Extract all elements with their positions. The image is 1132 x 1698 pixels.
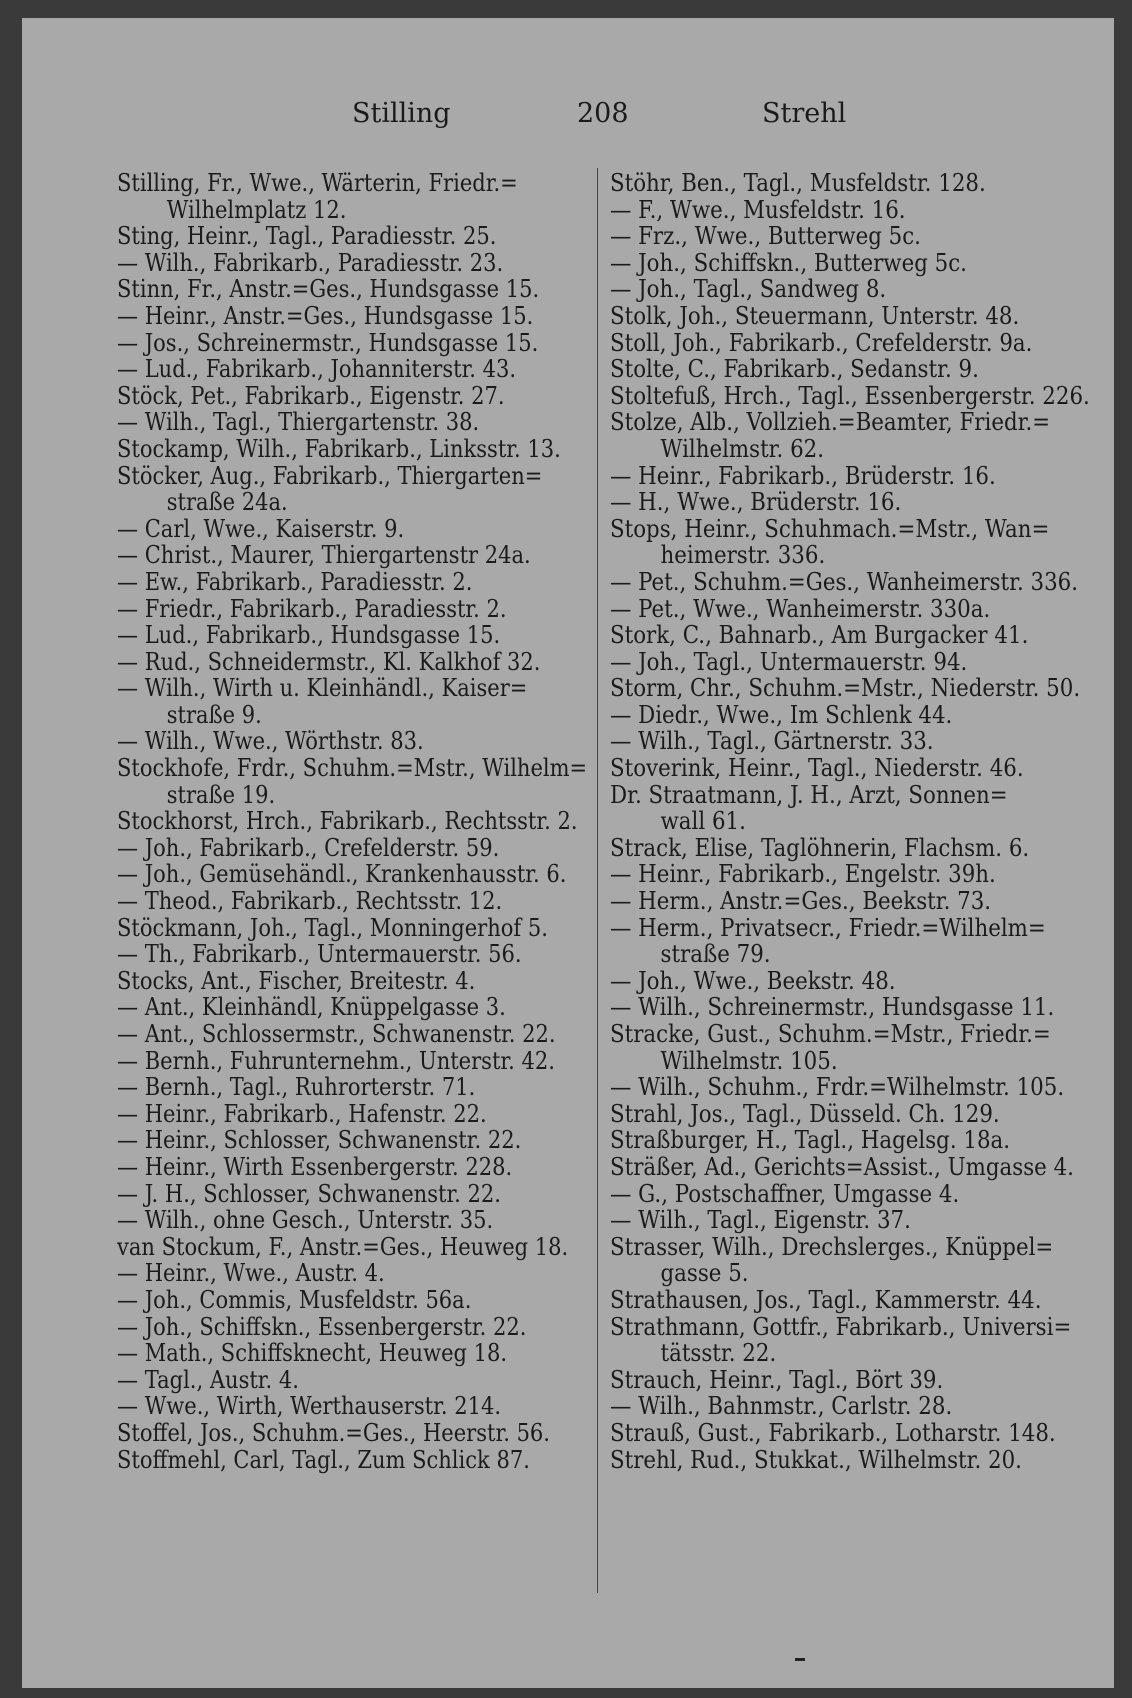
entry-line: — H., Wwe., Brüderstr. 16. [610,487,902,517]
entry-line: Stockamp, Wilh., Fabrikarb., Linksstr. 13. [117,433,561,463]
directory-entry [610,407,1051,463]
directory-entry [117,170,520,223]
directory-entry [117,1178,520,1208]
directory-entry [610,622,1028,649]
directory-entry [117,859,567,889]
entry-line: Stockhofe, Frdr., Schuhm.=Mstr., Wilhelm= [117,753,588,783]
directory-entry [117,223,520,250]
entry-continuation: straße 24a. [166,487,288,517]
entry-line: Strauch, Heinr., Tagl., Bört 39. [610,1364,944,1394]
entry-line: Dr. Straatmann, J. H., Arzt, Sonnen= [610,779,1008,809]
directory-entry [117,728,520,755]
directory-entry [610,1098,1028,1128]
directory-entry [610,1072,1065,1102]
directory-entry [117,433,561,463]
entry-line: — Herm., Anstr.=Ges., Beekstr. 73. [610,886,992,916]
entry-line: Strahl, Jos., Tagl., Düsseld. Ch. 129. [610,1098,1000,1128]
entry-line: — Joh., Gemüsehändl., Krankenhausstr. 6. [117,859,567,889]
directory-entry [117,912,548,942]
directory-entry [117,622,520,649]
entry-continuation: Wilhelmstr. 105. [660,1045,838,1075]
entry-line: van Stockum, F., Anstr.=Ges., Heuweg 18. [117,1231,569,1261]
entry-line: — Joh., Schiffskn., Essenbergerstr. 22. [117,1311,527,1341]
directory-entry [117,1231,569,1261]
entry-line: Stoll, Joh., Fabrikarb., Crefelderstr. 9a. [610,327,1033,357]
directory-entry [117,1151,520,1181]
entry-line: — Lud., Fabrikarb., Hundsgasse 15. [117,620,501,650]
entry-line: Stockhorst, Hrch., Fabrikarb., Rechtsstr. 2. [117,806,578,836]
directory-entry [610,673,1081,703]
entry-line: — F., Wwe., Musfeldstr. 16. [610,194,906,224]
entry-line: — Heinr., Schlosser, Schwanenstr. 22. [117,1125,522,1155]
directory-entry [117,1364,520,1394]
entry-line: — Herm., Privatsecr., Friedr.=Wilhelm= [610,912,1046,942]
entry-line: — Frz., Wwe., Butterweg 5c. [610,221,921,251]
directory-entry [610,276,1028,303]
entry-line: Strehl, Rud., Stukkat., Wilhelmstr. 20. [610,1444,1022,1474]
entry-line: — Joh., Commis, Musfeldstr. 56a. [117,1284,472,1314]
entry-line: — Heinr., Wirth Essenbergerstr. 228. [117,1151,513,1181]
directory-entry [117,1417,550,1447]
directory-entry [117,1127,520,1154]
directory-entry [610,1417,1056,1447]
entry-line: — Ew., Fabrikarb., Paradiesstr. 2. [117,566,473,596]
directory-entry [117,380,520,410]
directory-entry [117,1019,556,1048]
entry-line: — Christ., Maurer, Thiergartenstr 24a. [117,540,531,570]
entry-line: — Heinr., Fabrikarb., Engelstr. 39h. [610,859,996,889]
entry-line: Stolte, C., Fabrikarb., Sedanstr. 9. [610,354,979,384]
entry-line: — Heinr., Anstr.=Ges., Hundsgasse 15. [117,300,534,330]
directory-entry [610,489,1028,516]
entry-line: — Wilh., Tagl., Eigenstr. 37. [610,1205,911,1235]
entry-line: Strauß, Gust., Fabrikarb., Lotharstr. 148. [610,1417,1056,1447]
directory-entry [117,513,520,543]
entry-line: — Ant., Schlossermstr., Schwanenstr. 22. [117,1019,556,1048]
entry-line: — Wilh., ohne Gesch., Unterstr. 35. [117,1205,494,1235]
directory-entry [610,1364,1028,1394]
entry-continuation: gasse 5. [660,1258,749,1288]
entry-continuation: Wilhelmstr. 62. [660,433,825,463]
directory-entry [610,832,1030,862]
entry-line: — Diedr., Wwe., Im Schlenk 44. [610,699,953,729]
entry-line: Stöcker, Aug., Fabrikarb., Thiergarten= [117,460,543,490]
directory-entry [117,1284,520,1314]
entry-line: Strack, Elise, Taglöhnerin, Flachsm. 6. [610,832,1030,862]
entry-line: — Wilh., Tagl., Thiergartenstr. 38. [117,407,480,437]
entry-line: — Tagl., Austr. 4. [117,1364,299,1394]
entry-line: — Heinr., Wwe., Austr. 4. [117,1258,385,1288]
directory-entry [610,356,1028,383]
entry-continuation: wall 61. [660,806,746,836]
entry-line: — Lud., Fabrikarb., Johanniterstr. 43. [117,354,517,384]
directory-entry [117,460,543,517]
entry-line: Stracke, Gust., Schuhm.=Mstr., Friedr.= [610,1019,1051,1048]
directory-entry [117,409,520,436]
directory-entry [117,1311,527,1341]
directory-entry [117,327,539,357]
directory-entry [610,912,1046,969]
directory-entry [610,170,1028,197]
column-divider [597,168,598,1593]
directory-entry [117,673,528,729]
directory-entry [117,247,520,277]
entry-line: Stoltefuß, Hrch., Tagl., Essenbergerstr. 226. [610,380,1090,410]
entry-line: — Joh., Fabrikarb., Crefelderstr. 59. [117,832,500,862]
entry-continuation: tätsstr. 22. [660,1338,777,1368]
entry-line: — Th., Fabrikarb., Untermauerstr. 56. [117,939,522,969]
entry-line: — Math., Schiffsknecht, Heuweg 18. [117,1338,508,1368]
directory-entry [117,941,520,968]
entry-line: — Theod., Fabrikarb., Rechtsstr. 12. [117,886,503,916]
directory-entry [117,965,520,995]
entry-line: — Friedr., Fabrikarb., Paradiesstr. 2. [117,593,507,623]
entry-line: — Bernh., Tagl., Ruhrorterstr. 71. [117,1072,476,1102]
entry-continuation: straße 79. [660,939,771,969]
entry-line: Stork, C., Bahnarb., Am Burgacker 41. [610,620,1029,650]
entry-line: — Heinr., Fabrikarb., Brüderstr. 16. [610,460,996,490]
entry-line: Stöhr, Ben., Tagl., Musfeldstr. 128. [610,168,986,197]
entry-line: — Wilh., Tagl., Gärtnerstr. 33. [610,726,934,756]
directory-entry [610,223,1028,250]
directory-entry [610,1178,1028,1208]
directory-entry [117,1207,520,1234]
entry-line: — Heinr., Fabrikarb., Hafenstr. 22. [117,1098,487,1128]
entry-line: Stilling, Fr., Wwe., Wärterin, Friedr.= [117,168,518,197]
directory-entry [610,965,1028,995]
directory-entry [610,755,1028,782]
entry-line: Sträßer, Ad., Gerichts=Assist., Umgasse 4. [610,1151,1074,1181]
directory-entry [610,1019,1051,1075]
directory-entry [117,1045,555,1075]
entry-line: Strathausen, Jos., Tagl., Kammerstr. 44. [610,1284,1042,1314]
directory-entry [117,806,578,836]
page-header [22,98,1114,138]
directory-entry [610,992,1055,1022]
entry-line: — Carl, Wwe., Kaiserstr. 9. [117,513,405,543]
header-last-entry: Strehl [762,98,847,129]
directory-entry [117,994,520,1021]
entry-line: — G., Postschaffner, Umgasse 4. [610,1178,960,1208]
entry-line: — Joh., Schiffskn., Butterweg 5c. [610,247,967,277]
header-first-entry: Stilling [352,98,451,129]
directory-entry [610,699,1028,729]
directory-entry [610,1127,1028,1154]
entry-line: — Wilh., Wirth u. Kleinhändl., Kaiser= [117,673,528,703]
directory-entry [610,1207,1028,1234]
directory-entry [117,356,520,383]
entry-line: Straßburger, H., Tagl., Hagelsg. 18a. [610,1125,1011,1155]
entry-line: Stocks, Ant., Fischer, Breitestr. 4. [117,965,476,995]
directory-entry [117,888,520,915]
entry-line: — J. H., Schlosser, Schwanenstr. 22. [117,1178,501,1208]
directory-entry [610,247,1028,277]
entry-line: Strasser, Wilh., Drechslerges., Knüppel= [610,1231,1054,1261]
entry-line: — Ant., Kleinhändl, Knüppelgasse 3. [117,992,506,1022]
directory-entry [117,1340,520,1367]
directory-entry [117,1393,520,1420]
directory-entry [610,513,1050,570]
entry-line: — Pet., Wwe., Wanheimerstr. 330a. [610,593,991,623]
entry-line: Stöck, Pet., Fabrikarb., Eigenstr. 27. [117,380,505,410]
entry-line: Stöckmann, Joh., Tagl., Monningerhof 5. [117,912,548,942]
directory-entry [117,646,541,676]
page-number: 208 [577,98,629,129]
directory-entry [610,779,1028,836]
entry-line: — Joh., Wwe., Beekstr. 48. [610,965,896,995]
entry-line: — Wilh., Fabrikarb., Paradiesstr. 23. [117,247,504,277]
entry-line: — Wilh., Wwe., Wörthstr. 83. [117,726,424,756]
entry-line: — Rud., Schneidermstr., Kl. Kalkhof 32. [117,646,541,676]
directory-entry [610,593,1028,623]
directory-entry [117,1444,530,1474]
directory-entry [117,832,520,862]
directory-entry [117,593,520,623]
directory-entry [117,753,588,809]
entry-continuation: straße 9. [166,699,262,729]
directory-entry [610,566,1079,596]
entry-line: Storm, Chr., Schuhm.=Mstr., Niederstr. 50. [610,673,1081,703]
entry-line: — Wwe., Wirth, Werthauserstr. 214. [117,1391,502,1421]
directory-entry [117,1260,520,1287]
entry-line: Sting, Heinr., Tagl., Paradiesstr. 25. [117,221,497,251]
directory-entry [610,1393,1028,1420]
entry-line: Stinn, Fr., Anstr.=Ges., Hundsgasse 15. [117,274,540,304]
directory-entry [610,888,1028,915]
entry-line: — Joh., Tagl., Untermauerstr. 94. [610,646,968,676]
directory-entry [117,1098,520,1128]
entry-continuation: Wilhelmplatz 12. [166,194,347,224]
entry-line: — Bernh., Fuhrunternehm., Unterstr. 42. [117,1045,555,1075]
entry-line: — Wilh., Bahnmstr., Carlstr. 28. [610,1391,953,1421]
directory-entry [610,728,1028,755]
directory-entry [117,300,534,330]
entry-line: Stolk, Joh., Steuermann, Unterstr. 48. [610,300,1020,330]
directory-entry [610,1231,1054,1288]
entry-line: Strathmann, Gottfr., Fabrikarb., Universi= [610,1311,1072,1341]
directory-entry [610,300,1028,330]
directory-entry [610,1444,1028,1474]
directory-entry [610,646,1028,676]
entry-line: — Wilh., Schreinermstr., Hundsgasse 11. [610,992,1055,1022]
entry-line: Stoverink, Heinr., Tagl., Niederstr. 46. [610,753,1024,783]
directory-entry [610,460,1028,490]
directory-entry [117,274,540,304]
directory-entry [610,861,1028,888]
entry-line: — Jos., Schreinermstr., Hundsgasse 15. [117,327,539,357]
entry-line: — Pet., Schuhm.=Ges., Wanheimerstr. 336. [610,566,1079,596]
entry-line: Stoffmehl, Carl, Tagl., Zum Schlick 87. [117,1444,530,1474]
entry-continuation: straße 19. [166,779,276,809]
entry-line: Stops, Heinr., Schuhmach.=Mstr., Wan= [610,513,1050,543]
directory-entry [610,327,1033,357]
entry-line: — Joh., Tagl., Sandweg 8. [610,274,887,304]
directory-entry [610,380,1090,410]
entry-line: Stolze, Alb., Vollzieh.=Beamter, Friedr.= [610,407,1051,437]
directory-entry [610,1311,1072,1368]
entry-line: Stoffel, Jos., Schuhm.=Ges., Heerstr. 56. [117,1417,550,1447]
right-column [610,168,1090,1474]
directory-page [22,18,1114,1688]
directory-entry [610,1284,1042,1314]
entry-continuation: heimerstr. 336. [660,540,826,570]
left-column [117,168,588,1474]
directory-entry [117,1074,520,1101]
directory-entry [610,1151,1074,1181]
directory-entry [610,194,1028,224]
entry-line: — Wilh., Schuhm., Frdr.=Wilhelmstr. 105. [610,1072,1065,1102]
directory-entry [117,566,520,596]
footer-mark [795,1658,805,1661]
directory-entry [117,540,531,570]
